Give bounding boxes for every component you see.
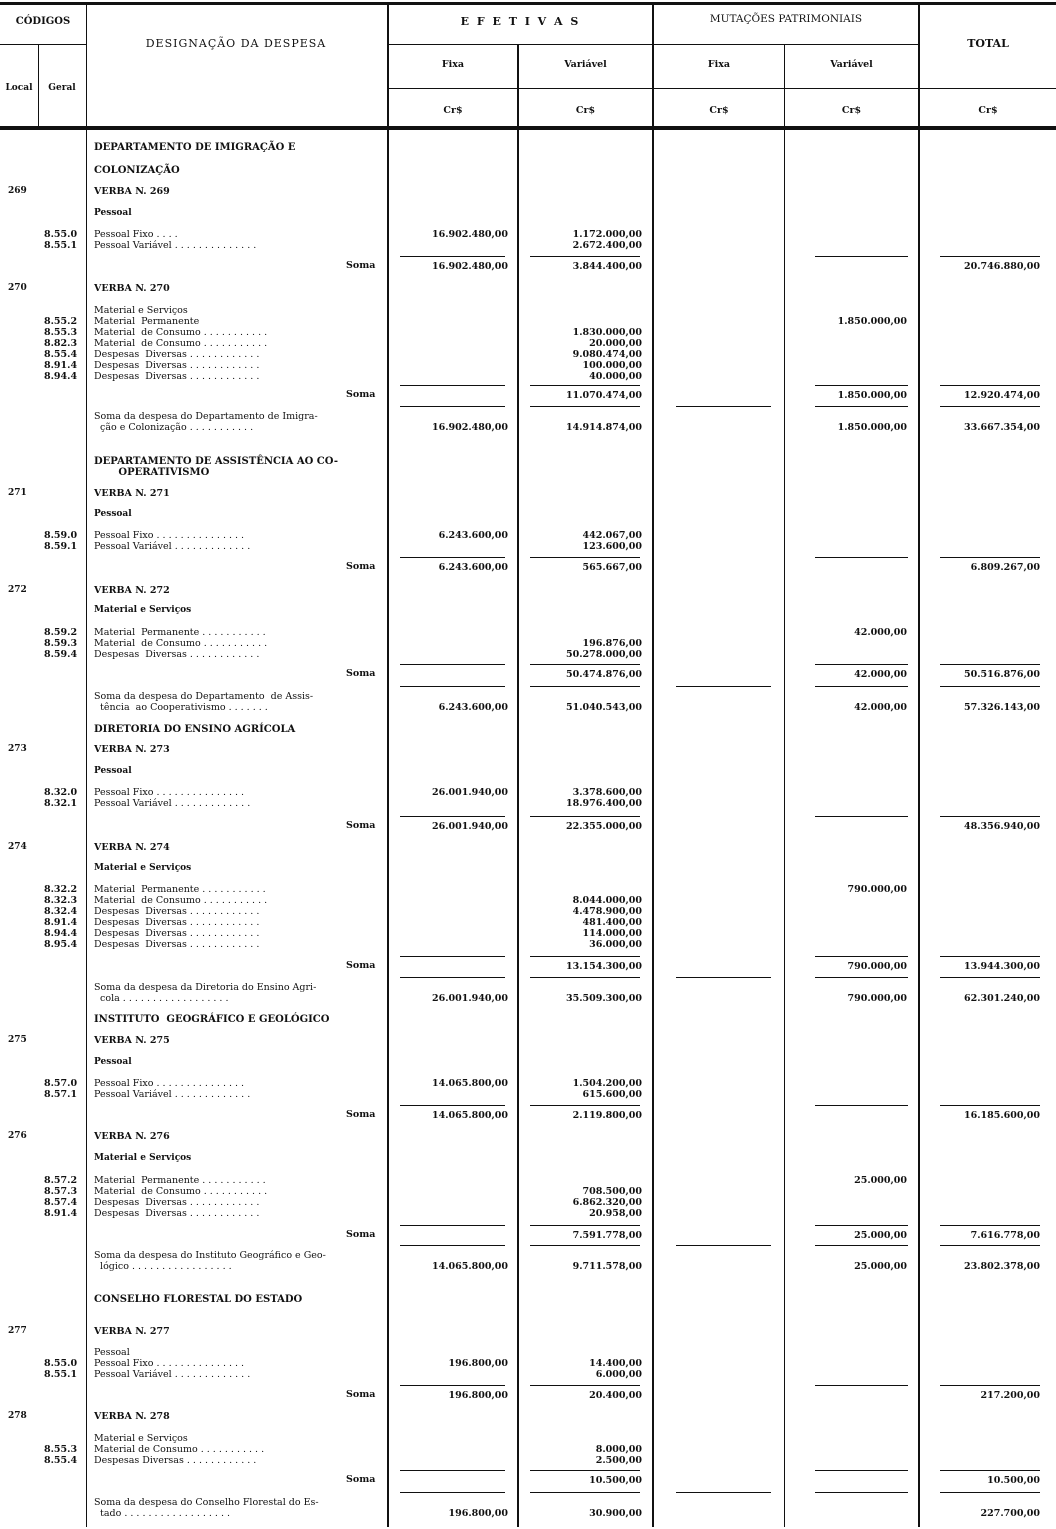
amount-mvariavel: 25.000,00: [854, 1261, 907, 1272]
sum-rule-mvariavel: [815, 256, 908, 257]
geral-header: Geral: [48, 83, 76, 93]
currency-mut-variavel: Cr$: [841, 105, 862, 116]
subgroup-heading: Pessoal: [94, 766, 132, 776]
sum-rule-variavel: [530, 664, 640, 665]
col-rule-mutvar: [784, 44, 785, 1527]
mut-fixa-header: Fixa: [707, 59, 731, 70]
code-list: 8.32.0 8.32.1: [44, 787, 78, 809]
local-code: 270: [8, 283, 27, 293]
dept-sum-rule-fixa: [400, 1492, 505, 1493]
sum-rule-fixa: [400, 557, 505, 558]
mutacoes-header: MUTAÇÕES PATRIMONIAIS: [709, 13, 863, 25]
dept-sum-rule-fixa: [400, 406, 505, 407]
amount-fixa: 6.243.600,00: [438, 702, 508, 713]
department-sum-label: Soma da despesa do Departamento de Assis- tência ao Cooperativismo . . . . . . .: [94, 691, 314, 713]
subgroup-heading: Material e Serviços: [94, 863, 192, 873]
dept-sum-rule-mvariavel: [815, 977, 908, 978]
amount-variavel: 8.044.000,00 4.478.900,00 481.400,00 114.000,00 36.000,00: [572, 895, 642, 950]
expense-items: Material Permanente . . . . . . . . . . . Material de Consumo . . . . . . . . . . . Despesas Diversas . . . . . . . . . . . . Despesas Diversas . . . . . . . . . . . .: [94, 1175, 268, 1219]
efetivas-header: E F E T I V A S: [460, 15, 581, 28]
dept-sum-rule-mvariavel: [815, 406, 908, 407]
verba-heading: VERBA N. 276: [94, 1131, 170, 1142]
expense-items: Material Permanente . . . . . . . . . . . Material de Consumo . . . . . . . . . . . Despesas Diversas . . . . . . . . . . . . Despesas Diversas . . . . . . . . . . . . Despesas Diversas . . . . . . . . . . . . Despesas Diversas . . . . . . . . . . . .: [94, 884, 268, 950]
amount-variavel: 7.591.778,00: [572, 1230, 642, 1241]
fixa-header: Fixa: [441, 59, 465, 70]
department-heading: DEPARTAMENTO DE ASSISTÊNCIA AO CO- OPERATIVISMO: [94, 456, 338, 478]
sum-rule-variavel: [530, 385, 640, 386]
efetivas-rule: [387, 44, 919, 45]
amount-mvariavel: 1.850.000,00: [837, 422, 907, 433]
dept-sum-rule-total: [940, 686, 1040, 687]
codigos-header: CÓDIGOS: [15, 16, 71, 27]
sum-rule-total: [940, 385, 1040, 386]
amount-total: 33.667.354,00: [963, 422, 1040, 433]
dept-sum-rule-mvariavel: [815, 1245, 908, 1246]
code-list: 8.59.0 8.59.1: [44, 530, 78, 552]
sum-rule-variavel: [530, 1470, 640, 1471]
amount-total: 48.356.940,00: [963, 821, 1040, 832]
sum-rule-fixa: [400, 1385, 505, 1386]
local-code: 273: [8, 744, 27, 754]
amount-fixa: 16.902.480,00: [431, 229, 508, 240]
department-sum-label: Soma da despesa do Conselho Florestal do Es- tado . . . . . . . . . . . . . . . . . .: [94, 1497, 319, 1519]
subgroup-heading: Pessoal: [94, 509, 132, 519]
top-rule: [0, 2, 1056, 5]
code-list: 8.59.2 8.59.3 8.59.4: [44, 627, 78, 660]
variavel-header: Variável: [564, 59, 607, 70]
verba-heading: VERBA N. 270: [94, 283, 170, 294]
sum-rule-variavel: [530, 816, 640, 817]
amount-total: 12.920.474,00: [963, 390, 1040, 401]
sum-rule-mvariavel: [815, 557, 908, 558]
amount-variavel: 565.667,00: [582, 562, 642, 573]
amount-mvariavel: 25.000,00: [854, 1175, 907, 1186]
code-list: 8.55.3 8.55.4: [44, 1444, 78, 1466]
amount-variavel: 1.830.000,00 20.000,00 9.080.474,00 100.000,00 40.000,00: [572, 327, 642, 382]
col-rule-designacao: [86, 2, 87, 1527]
code-list: 8.32.2 8.32.3 8.32.4 8.91.4 8.94.4 8.95.4: [44, 884, 78, 950]
local-code: 274: [8, 842, 27, 852]
header-bottom-rule: [0, 126, 1056, 130]
code-list: 8.57.0 8.57.1: [44, 1078, 78, 1100]
subheader-rule: [387, 88, 1056, 89]
amount-mvariavel: 25.000,00: [854, 1230, 907, 1241]
department-heading: INSTITUTO GEOGRÁFICO E GEOLÓGICO: [94, 1014, 330, 1025]
sum-rule-mvariavel: [815, 1385, 908, 1386]
total-header: TOTAL: [967, 37, 1009, 50]
amount-total: 217.200,00: [980, 1390, 1040, 1401]
amount-mvariavel: 790.000,00: [847, 993, 907, 1004]
sum-rule-mvariavel: [815, 816, 908, 817]
local-code: 276: [8, 1131, 27, 1141]
local-header: Local: [5, 83, 33, 93]
local-code: 272: [8, 585, 27, 595]
amount-fixa: 196.800,00: [448, 1358, 508, 1369]
soma-label: Soma: [346, 960, 376, 971]
sum-rule-fixa: [400, 256, 505, 257]
soma-label: Soma: [346, 260, 376, 271]
expense-items: Material e Serviços Material de Consumo . . . . . . . . . . . Despesas Diversas . . . . . . . . . . . .: [94, 1433, 265, 1466]
amount-variavel: 14.400,00 6.000,00: [589, 1358, 642, 1380]
subgroup-heading: Material e Serviços: [94, 1153, 192, 1163]
dept-sum-rule-mfixa: [676, 1245, 771, 1246]
sum-rule-total: [940, 1105, 1040, 1106]
amount-variavel: 2.119.800,00: [572, 1110, 642, 1121]
amount-mvariavel: 42.000,00: [854, 627, 907, 638]
amount-variavel: 10.500,00: [589, 1475, 642, 1486]
sum-rule-fixa: [400, 956, 505, 957]
department-sum-label: Soma da despesa do Instituto Geográfico e Geo- lógico . . . . . . . . . . . . . . . . .: [94, 1250, 326, 1272]
dept-sum-rule-fixa: [400, 686, 505, 687]
amount-variavel: 11.070.474,00: [565, 390, 642, 401]
amount-fixa: 26.001.940,00: [431, 787, 508, 798]
subgroup-heading: Pessoal: [94, 1057, 132, 1067]
amount-total: 227.700,00: [980, 1508, 1040, 1519]
soma-label: Soma: [346, 1229, 376, 1240]
amount-fixa: 6.243.600,00: [438, 530, 508, 541]
soma-label: Soma: [346, 561, 376, 572]
sum-rule-total: [940, 557, 1040, 558]
amount-mvariavel: 42.000,00: [854, 669, 907, 680]
expense-items: Pessoal Fixo . . . . . . . . . . . . . . . Pessoal Variável . . . . . . . . . . . . .: [94, 530, 251, 552]
amount-total: 20.746.880,00: [963, 261, 1040, 272]
local-code: 269: [8, 186, 27, 196]
dept-sum-rule-mfixa: [676, 977, 771, 978]
amount-fixa: 16.902.480,00: [431, 422, 508, 433]
soma-label: Soma: [346, 389, 376, 400]
sum-rule-fixa: [400, 1105, 505, 1106]
dept-sum-rule-total: [940, 406, 1040, 407]
sum-rule-mvariavel: [815, 664, 908, 665]
amount-total: 50.516.876,00: [963, 669, 1040, 680]
amount-variavel: 8.000,00 2.500,00: [595, 1444, 642, 1466]
sum-rule-mvariavel: [815, 1470, 908, 1471]
amount-variavel: 51.040.543,00: [565, 702, 642, 713]
designacao-header: DESIGNAÇÃO DA DESPESA: [145, 37, 327, 50]
sum-rule-variavel: [530, 1385, 640, 1386]
amount-fixa: 26.001.940,00: [431, 821, 508, 832]
amount-variavel: 30.900,00: [589, 1508, 642, 1519]
sum-rule-fixa: [400, 1225, 505, 1226]
sum-rule-mvariavel: [815, 956, 908, 957]
sum-rule-fixa: [400, 1470, 505, 1471]
sum-rule-mvariavel: [815, 1225, 908, 1226]
code-list: 8.55.0 8.55.1: [44, 1358, 78, 1380]
dept-sum-rule-mfixa: [676, 406, 771, 407]
verba-heading: VERBA N. 272: [94, 585, 170, 596]
sum-rule-mvariavel: [815, 385, 908, 386]
amount-fixa: 6.243.600,00: [438, 562, 508, 573]
dept-sum-rule-variavel: [530, 977, 640, 978]
soma-label: Soma: [346, 820, 376, 831]
amount-total: 23.802.378,00: [963, 1261, 1040, 1272]
verba-heading: VERBA N. 277: [94, 1326, 170, 1337]
expense-items: Pessoal Fixo . . . . . . . . . . . . . . . Pessoal Variável . . . . . . . . . . . . .: [94, 1078, 251, 1100]
code-list: 8.55.2 8.55.3 8.82.3 8.55.4 8.91.4 8.94.4: [44, 316, 78, 382]
currency-mut-fixa: Cr$: [709, 105, 729, 116]
code-list: 8.57.2 8.57.3 8.57.4 8.91.4: [44, 1175, 78, 1219]
amount-total: 57.326.143,00: [963, 702, 1040, 713]
amount-variavel: 708.500,00 6.862.320,00 20.958,00: [572, 1186, 642, 1219]
amount-fixa: 196.800,00: [448, 1508, 508, 1519]
subgroup-heading: Material e Serviços: [94, 605, 192, 615]
dept-sum-rule-variavel: [530, 1245, 640, 1246]
amount-variavel: 50.474.876,00: [565, 669, 642, 680]
department-heading: DIRETORIA DO ENSINO AGRÍCOLA: [94, 724, 296, 735]
department-heading: CONSELHO FLORESTAL DO ESTADO: [94, 1294, 303, 1305]
department-sum-label: Soma da despesa da Diretoria do Ensino Agri- cola . . . . . . . . . . . . . . . . . .: [94, 982, 317, 1004]
amount-fixa: 14.065.800,00: [431, 1261, 508, 1272]
amount-total: 16.185.600,00: [963, 1110, 1040, 1121]
amount-variavel: 9.711.578,00: [572, 1261, 642, 1272]
sum-rule-total: [940, 956, 1040, 957]
dept-sum-rule-fixa: [400, 977, 505, 978]
mut-variavel-header: Variável: [830, 59, 873, 70]
sum-rule-total: [940, 1225, 1040, 1226]
amount-total: 6.809.267,00: [970, 562, 1040, 573]
amount-total: 10.500,00: [987, 1475, 1040, 1486]
currency-variavel: Cr$: [575, 105, 596, 116]
sum-rule-total: [940, 664, 1040, 665]
verba-heading: VERBA N. 278: [94, 1411, 170, 1422]
amount-variavel: 1.172.000,00 2.672.400,00: [572, 229, 642, 251]
dept-sum-rule-total: [940, 977, 1040, 978]
currency-total: Cr$: [978, 105, 998, 116]
expense-items: Material Permanente . . . . . . . . . . . Material de Consumo . . . . . . . . . . . Despesas Diversas . . . . . . . . . . . .: [94, 627, 268, 660]
dept-sum-rule-variavel: [530, 1492, 640, 1493]
sum-rule-total: [940, 256, 1040, 257]
amount-variavel: 1.504.200,00 615.600,00: [572, 1078, 642, 1100]
amount-fixa: 14.065.800,00: [431, 1110, 508, 1121]
sum-rule-total: [940, 816, 1040, 817]
dept-sum-rule-variavel: [530, 406, 640, 407]
local-code: 275: [8, 1035, 27, 1045]
soma-label: Soma: [346, 1109, 376, 1120]
col-rule-total: [918, 2, 920, 1527]
dept-sum-rule-fixa: [400, 1245, 505, 1246]
amount-variavel: 196.876,00 50.278.000,00: [565, 638, 642, 660]
expense-items: Pessoal Fixo . . . . Pessoal Variável . . . . . . . . . . . . . .: [94, 229, 257, 251]
sum-rule-fixa: [400, 816, 505, 817]
currency-fixa: Cr$: [443, 105, 463, 116]
sum-rule-total: [940, 1385, 1040, 1386]
amount-mvariavel: 790.000,00: [847, 884, 907, 895]
amount-fixa: 26.001.940,00: [431, 993, 508, 1004]
col-rule-mutacoes: [652, 2, 654, 1527]
amount-mvariavel: 1.850.000,00: [837, 390, 907, 401]
department-sum-label: Soma da despesa do Departamento de Imigra- ção e Colonização . . . . . . . . . . .: [94, 411, 318, 433]
subgroup-heading: Pessoal: [94, 208, 132, 218]
amount-variavel: 22.355.000,00: [565, 821, 642, 832]
department-heading: COLONIZAÇÃO: [94, 165, 180, 176]
dept-sum-rule-mvariavel: [815, 686, 908, 687]
amount-total: 13.944.300,00: [963, 961, 1040, 972]
amount-variavel: 14.914.874,00: [565, 422, 642, 433]
soma-label: Soma: [346, 1389, 376, 1400]
local-code: 278: [8, 1411, 27, 1421]
local-code: 271: [8, 488, 27, 498]
codigos-rule: [0, 44, 86, 45]
dept-sum-rule-total: [940, 1492, 1040, 1493]
expense-items: Material e Serviços Material Permanente Material de Consumo . . . . . . . . . . . Material de Consumo . . . . . . . . . . . Despesas Diversas . . . . . . . . . . . . Despesas Diversas . . . . . . . . . . . . Despesas Diversas . . . . . . . . . . . .: [94, 305, 268, 382]
amount-variavel: 442.067,00 123.600,00: [582, 530, 642, 552]
sum-rule-variavel: [530, 956, 640, 957]
verba-heading: VERBA N. 274: [94, 842, 170, 853]
sum-rule-variavel: [530, 256, 640, 257]
dept-sum-rule-mfixa: [676, 686, 771, 687]
amount-fixa: 196.800,00: [448, 1390, 508, 1401]
amount-variavel: 3.844.400,00: [572, 261, 642, 272]
amount-variavel: 35.509.300,00: [565, 993, 642, 1004]
sum-rule-total: [940, 1470, 1040, 1471]
sum-rule-variavel: [530, 557, 640, 558]
sum-rule-variavel: [530, 1225, 640, 1226]
amount-variavel: 13.154.300,00: [565, 961, 642, 972]
soma-label: Soma: [346, 668, 376, 679]
local-code: 277: [8, 1326, 27, 1336]
dept-sum-rule-mvariavel: [815, 1492, 908, 1493]
department-heading: DEPARTAMENTO DE IMIGRAÇÃO E: [94, 142, 296, 153]
amount-fixa: 14.065.800,00: [431, 1078, 508, 1089]
verba-heading: VERBA N. 273: [94, 744, 170, 755]
amount-mvariavel: 790.000,00: [847, 961, 907, 972]
verba-heading: VERBA N. 271: [94, 488, 170, 499]
sum-rule-fixa: [400, 664, 505, 665]
sum-rule-fixa: [400, 385, 505, 386]
amount-mvariavel: 42.000,00: [854, 702, 907, 713]
sum-rule-mvariavel: [815, 1105, 908, 1106]
amount-variavel: 20.400,00: [589, 1390, 642, 1401]
amount-mvariavel: 1.850.000,00: [837, 316, 907, 327]
expense-items: Pessoal Fixo . . . . . . . . . . . . . . . Pessoal Variável . . . . . . . . . . . . .: [94, 787, 251, 809]
amount-total: 62.301.240,00: [963, 993, 1040, 1004]
amount-fixa: 16.902.480,00: [431, 261, 508, 272]
code-list: 8.55.0 8.55.1: [44, 229, 78, 251]
dept-sum-rule-total: [940, 1245, 1040, 1246]
amount-variavel: 3.378.600,00 18.976.400,00: [565, 787, 642, 809]
verba-heading: VERBA N. 275: [94, 1035, 170, 1046]
dept-sum-rule-mfixa: [676, 1492, 771, 1493]
verba-heading: VERBA N. 269: [94, 186, 170, 197]
amount-total: 7.616.778,00: [970, 1230, 1040, 1241]
sum-rule-variavel: [530, 1105, 640, 1106]
expense-items: Pessoal Pessoal Fixo . . . . . . . . . . . . . . . Pessoal Variável . . . . . . . . . . . . .: [94, 1347, 251, 1380]
soma-label: Soma: [346, 1474, 376, 1485]
dept-sum-rule-variavel: [530, 686, 640, 687]
